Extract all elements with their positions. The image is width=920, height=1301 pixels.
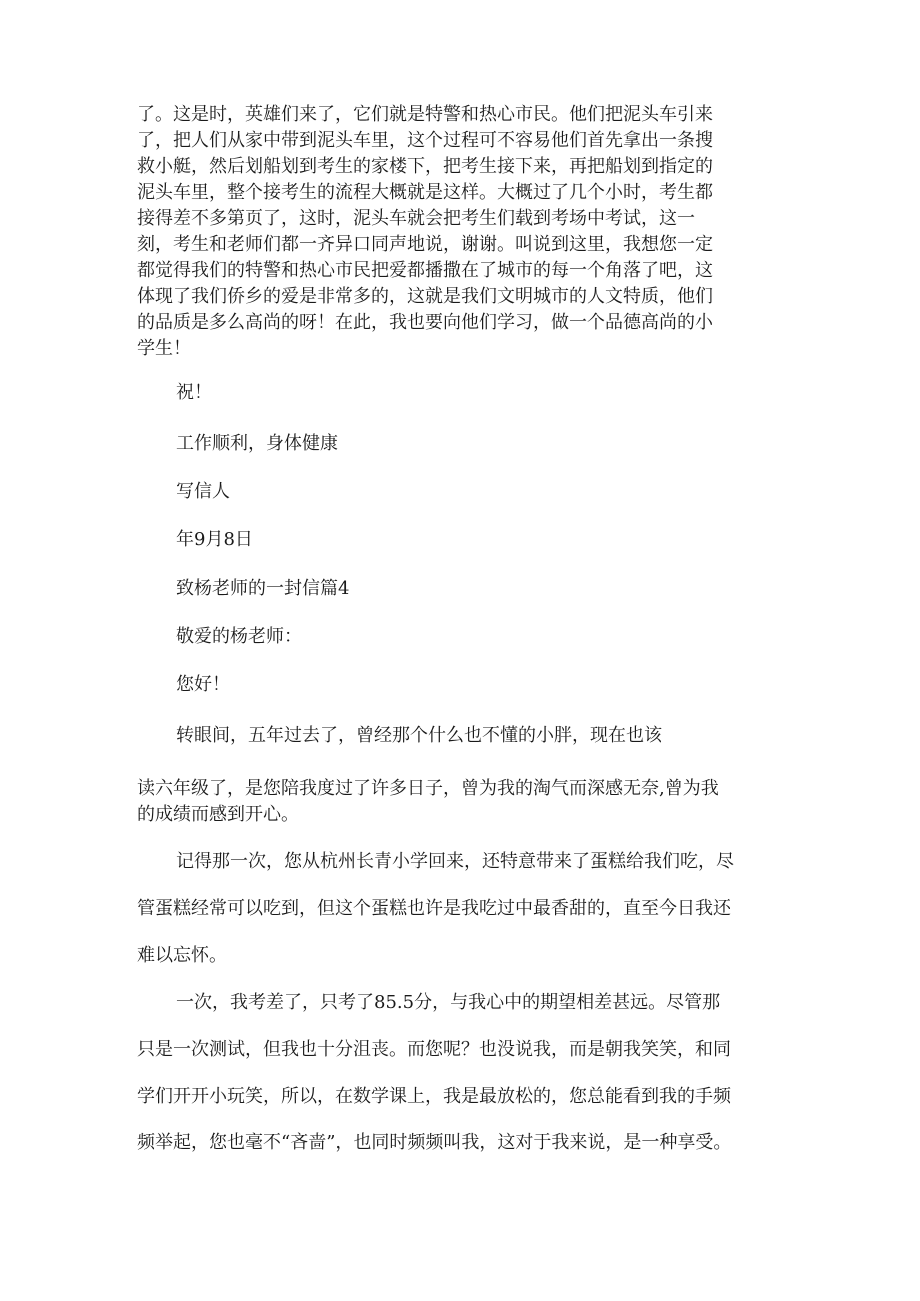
closing-wish: 祝！	[176, 382, 212, 403]
letter-title: 致杨老师的一封信篇4	[176, 578, 350, 599]
paragraph-line: 刻，考生和老师们都一齐异口同声地说，谢谢。叫说到这里，我想您一定	[137, 234, 713, 255]
paragraph-line: 只是一次测试，但我也十分沮丧。而您呢？也没说我，而是朝我笑笑，和同	[137, 1039, 731, 1060]
date: 年9月8日	[176, 529, 253, 550]
signature: 写信人	[176, 481, 230, 502]
paragraph-line: 转眼间，五年过去了，曾经那个什么也不懂的小胖，现在也该	[176, 725, 662, 746]
paragraph-line: 救小艇，然后划船划到考生的家楼下，把考生接下来，再把船划到指定的	[137, 156, 713, 177]
paragraph-line: 学们开开小玩笑，所以，在数学课上，我是最放松的，您总能看到我的手频	[137, 1086, 731, 1107]
paragraph-line: 读六年级了，是您陪我度过了许多日子，曾为我的淘气而深感无奈,曾为我	[137, 778, 719, 799]
paragraph-line: 管蛋糕经常可以吃到，但这个蛋糕也许是我吃过中最香甜的，直至今日我还	[137, 898, 731, 919]
paragraph-line: 体现了我们侨乡的爱是非常多的，这就是我们文明城市的人文特质，他们	[137, 286, 713, 307]
paragraph-line: 难以忘怀。	[137, 945, 227, 966]
paragraph-line: 接得差不多第页了，这时，泥头车就会把考生们载到考场中考试，这一	[137, 208, 695, 229]
paragraph-line: 的品质是多么高尚的呀！在此，我也要向他们学习，做一个品德高尚的小	[137, 312, 713, 333]
paragraph-line: 频举起，您也毫不“吝啬”，也同时频频叫我，这对于我来说，是一种享受。	[137, 1132, 732, 1153]
paragraph-line: 都觉得我们的特警和热心市民把爱都播撒在了城市的每一个角落了吧，这	[137, 260, 713, 281]
paragraph-line: 的成绩而感到开心。	[137, 804, 299, 825]
paragraph-line: 了，把人们从家中带到泥头车里，这个过程可不容易他们首先拿出一条搜	[137, 130, 713, 151]
paragraph-line: 了。这是时，英雄们来了，它们就是特警和热心市民。他们把泥头车引来	[137, 104, 713, 125]
paragraph-line: 一次，我考差了，只考了85.5分，与我心中的期望相差甚远。尽管那	[176, 992, 721, 1013]
paragraph-line: 记得那一次，您从杭州长青小学回来，还特意带来了蛋糕给我们吃，尽	[176, 851, 734, 872]
salutation: 敬爱的杨老师：	[176, 626, 302, 647]
closing-wish-content: 工作顺利，身体健康	[176, 433, 338, 454]
paragraph-line: 学生！	[137, 338, 191, 359]
greeting: 您好！	[176, 674, 230, 695]
paragraph-line: 泥头车里，整个接考生的流程大概就是这样。大概过了几个小时，考生都	[137, 182, 713, 203]
